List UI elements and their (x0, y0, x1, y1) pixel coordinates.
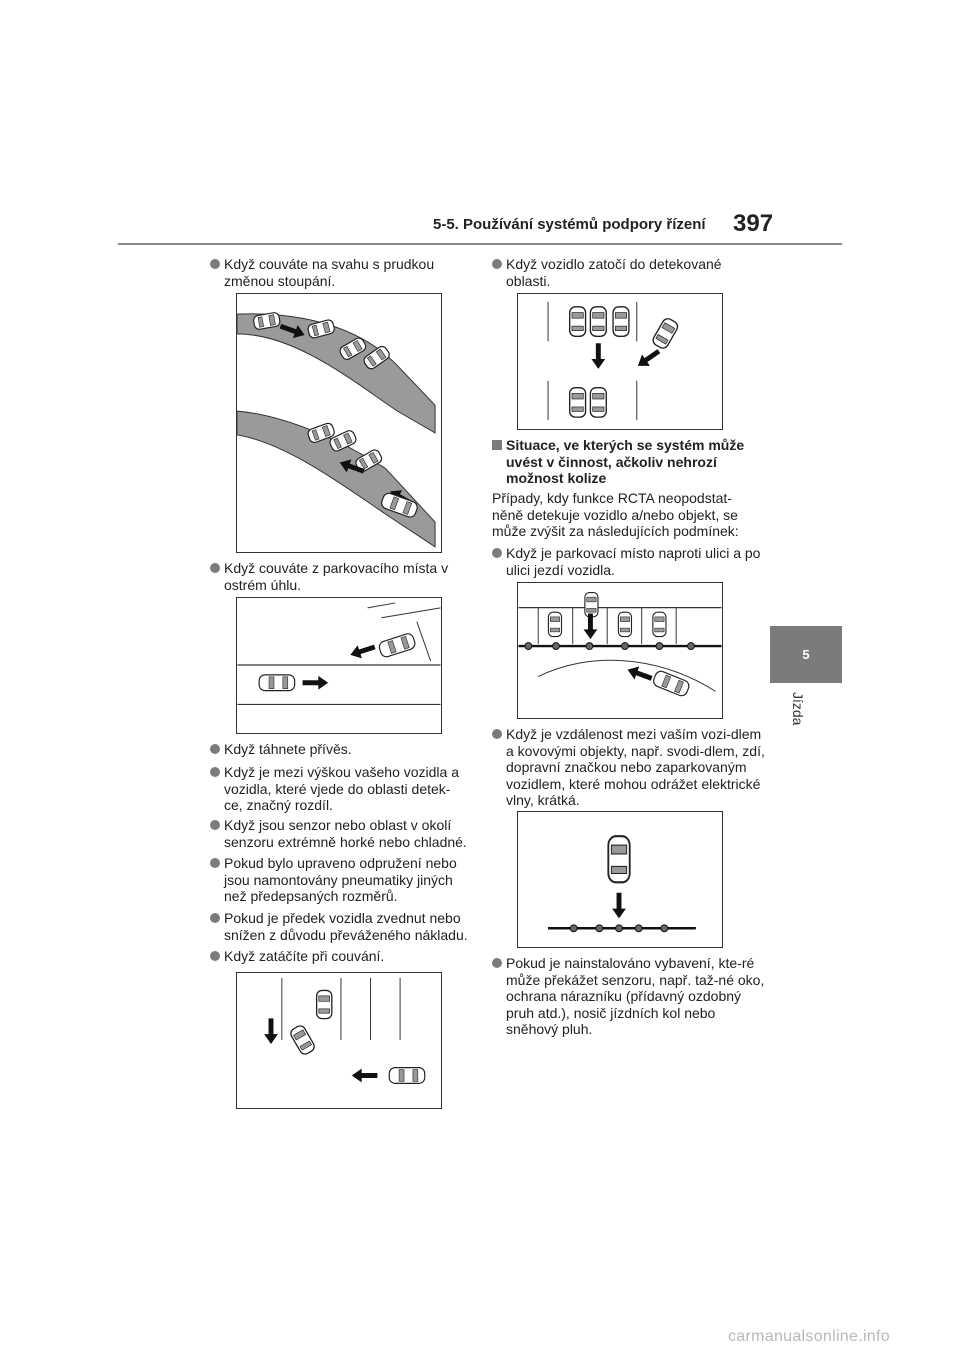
figure-turning (236, 972, 442, 1109)
figure-street (517, 582, 723, 719)
figure-angle (236, 597, 442, 734)
turning-illustration (237, 973, 441, 1108)
intro-paragraph: Případy, kdy funkce RCTA neopodstat-něně detekuje vozidlo a/nebo objekt, se může zvýšit za následujících podmínek: (492, 490, 739, 539)
figure-slope (236, 293, 442, 553)
bullet-angle: Když couváte z parkovacího místa v ostrém úhlu. (210, 560, 469, 593)
metal-objects-illustration (518, 812, 722, 947)
bullet-slope: Když couváte na svahu s prudkou změnou stoupání. (210, 256, 469, 289)
figure-metal (517, 811, 723, 948)
section-heading: Situace, ve kterých se systém může uvést v činnost, ačkoliv nehrozí možnost kolize (492, 437, 761, 487)
angle-parking-illustration (237, 598, 441, 733)
street-illustration (518, 583, 722, 718)
bullet-equipment: Pokud je nainstalováno vybavení, kte-ré může překážet senzoru, např. taž-né oko, ochrana nárazníku (přídavný ozdobný pruh atd.), nosič jízdních kol nebo sněhový pluh. (492, 955, 766, 1038)
bullet-turning: Když zatáčíte při couvání. (210, 948, 469, 965)
chapter-tab[interactable]: 5 (770, 626, 842, 683)
bullet-metal-objects: Když je vzdálenost mezi vaším vozi-dlem a kovovými objekty, např. svodi-dlem, zdí, dopravní značkou nebo zaparkovaným vozidlem, které mohou odrážet elektrické vlny, krátká. (492, 726, 766, 809)
slope-illustration (237, 294, 441, 552)
section-title: 5-5. Používání systémů podpory řízení (433, 216, 706, 233)
bullet-street: Když je parkovací místo naproti ulici a po ulici jezdí vozidla. (492, 545, 761, 578)
chapter-label: Jízda (790, 692, 806, 726)
bullet-suspension: Pokud bylo upraveno odpružení nebo jsou namontovány pneumatiky jiných než předepsaných rozměrů. (210, 855, 469, 905)
header-divider (118, 243, 842, 245)
figure-turn-into (517, 293, 723, 430)
bullet-turn-into: Když vozidlo zatočí do detekované oblasti. (492, 256, 761, 289)
bullet-load: Pokud je předek vozidla zvednut nebo snížen z důvodu převáženého nákladu. (210, 910, 469, 943)
page-number: 397 (733, 210, 774, 237)
turn-into-illustration (518, 294, 722, 429)
bullet-height: Když je mezi výškou vašeho vozidla a vozidla, které vjede do oblasti detek-ce, značný rozdíl. (210, 764, 469, 814)
bullet-trailer: Když táhnete přívěs. (210, 741, 469, 758)
watermark: carmanualsonline.info (728, 1328, 890, 1345)
bullet-temperature: Když jsou senzor nebo oblast v okolí senzoru extrémně horké nebo chladné. (210, 817, 469, 850)
